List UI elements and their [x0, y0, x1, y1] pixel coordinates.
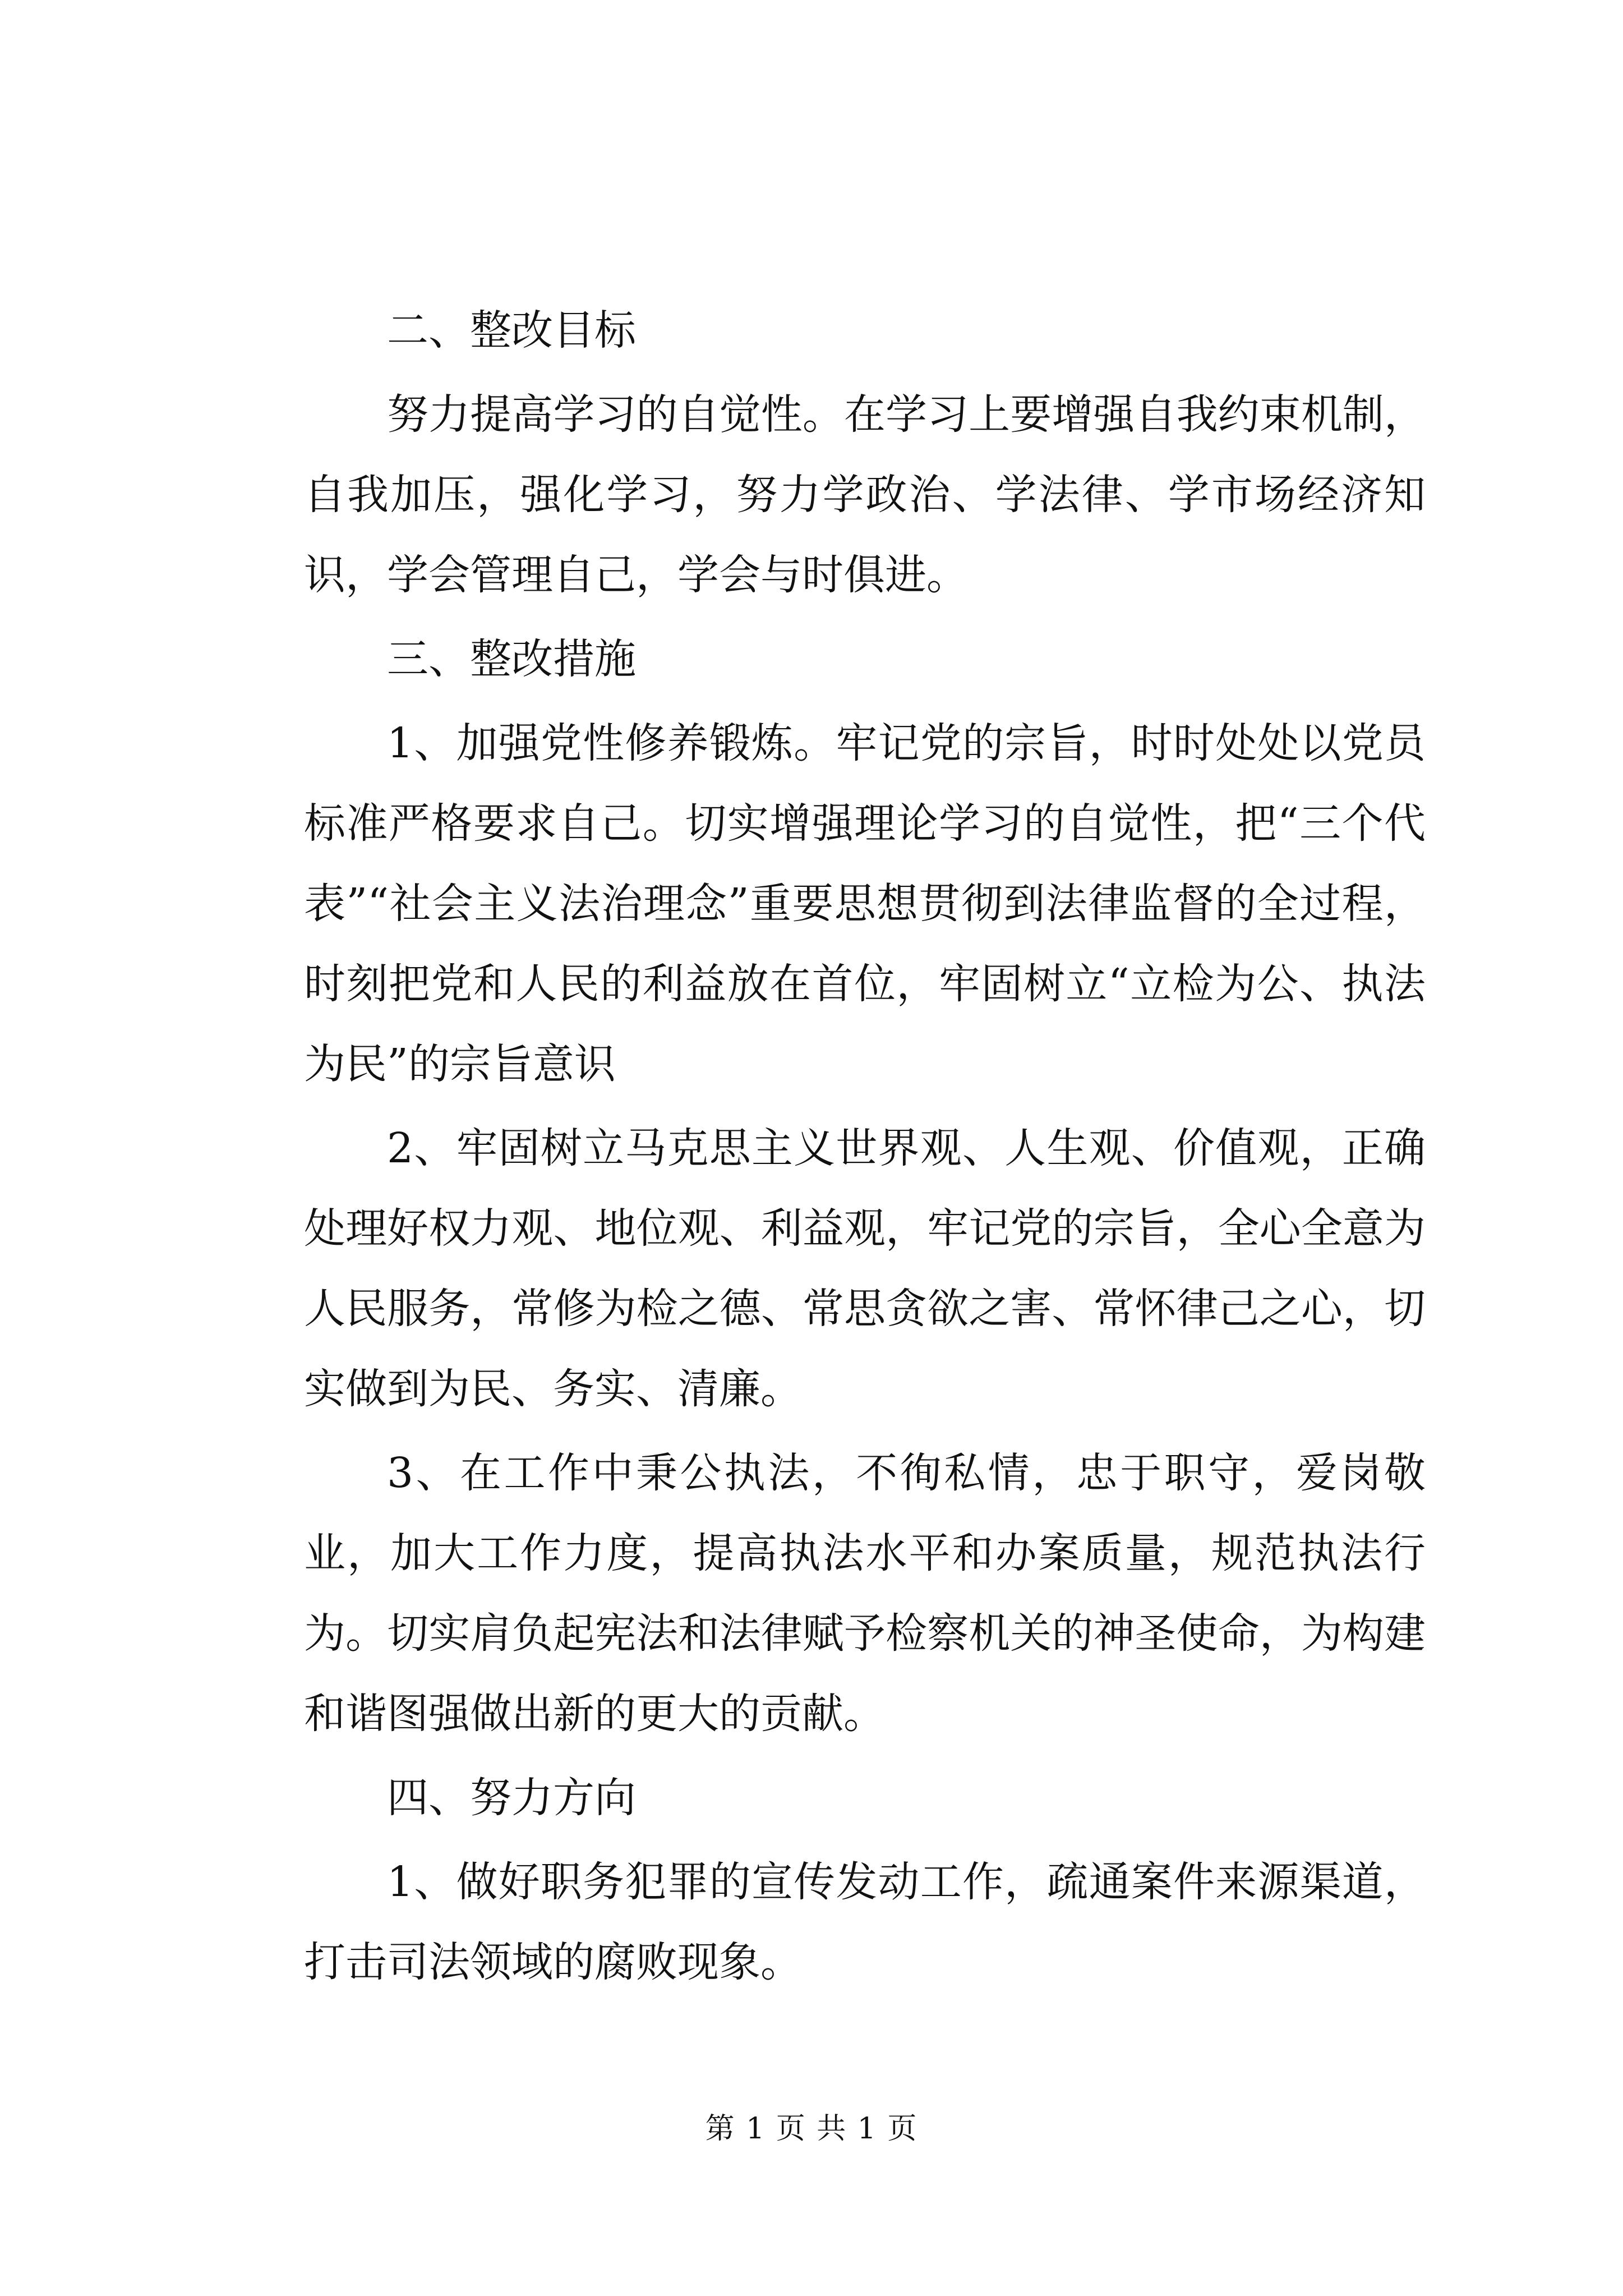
paragraph-direction-1: 1、做好职务犯罪的宣传发动工作，疏通案件来源渠道，打击司法领域的腐败现象。: [304, 1858, 1426, 1986]
document-body: [304, 291, 1426, 2007]
page-footer: 第 1 页 共 1 页: [705, 2112, 918, 2146]
paragraph-measure-3: 3、在工作中秉公执法，不徇私情，忠于职守，爱岗敬业，加大工作力度，提高执法水平和办案质量，规范执法行为。切实肩负起宪法和法律赋予检察机关的神圣使命，为构建和谐图强做出新的更大的贡献。: [304, 1449, 1426, 1738]
paragraph-measure-1: 1、加强党性修养锻炼。牢记党的宗旨，时时处处以党员标准严格要求自己。切实增强理论学习的自觉性，把“三个代表”“社会主义法治理念”重要思想贯彻到法律监督的全过程，时刻把党和人民的利益放在首位，牢固树立“立检为公、执法为民”的宗旨意识: [304, 719, 1426, 1088]
heading-effort-direction: 四、努力方向: [387, 1774, 636, 1822]
heading-rectification-goals: 二、整改目标: [387, 306, 636, 355]
heading-rectification-measures: 三、整改措施: [387, 635, 636, 683]
paragraph-goals-text: 努力提高学习的自觉性。在学习上要增强自我约束机制，自我加压，强化学习，努力学政治、学法律、学市场经济知识，学会管理自己，学会与时俱进。: [304, 390, 1426, 599]
paragraph-measure-2: 2、牢固树立马克思主义世界观、人生观、价值观，正确处理好权力观、地位观、利益观，牢记党的宗旨，全心全意为人民服务，常修为检之德、常思贪欲之害、常怀律己之心，切实做到为民、务实、清廉。: [304, 1124, 1426, 1413]
